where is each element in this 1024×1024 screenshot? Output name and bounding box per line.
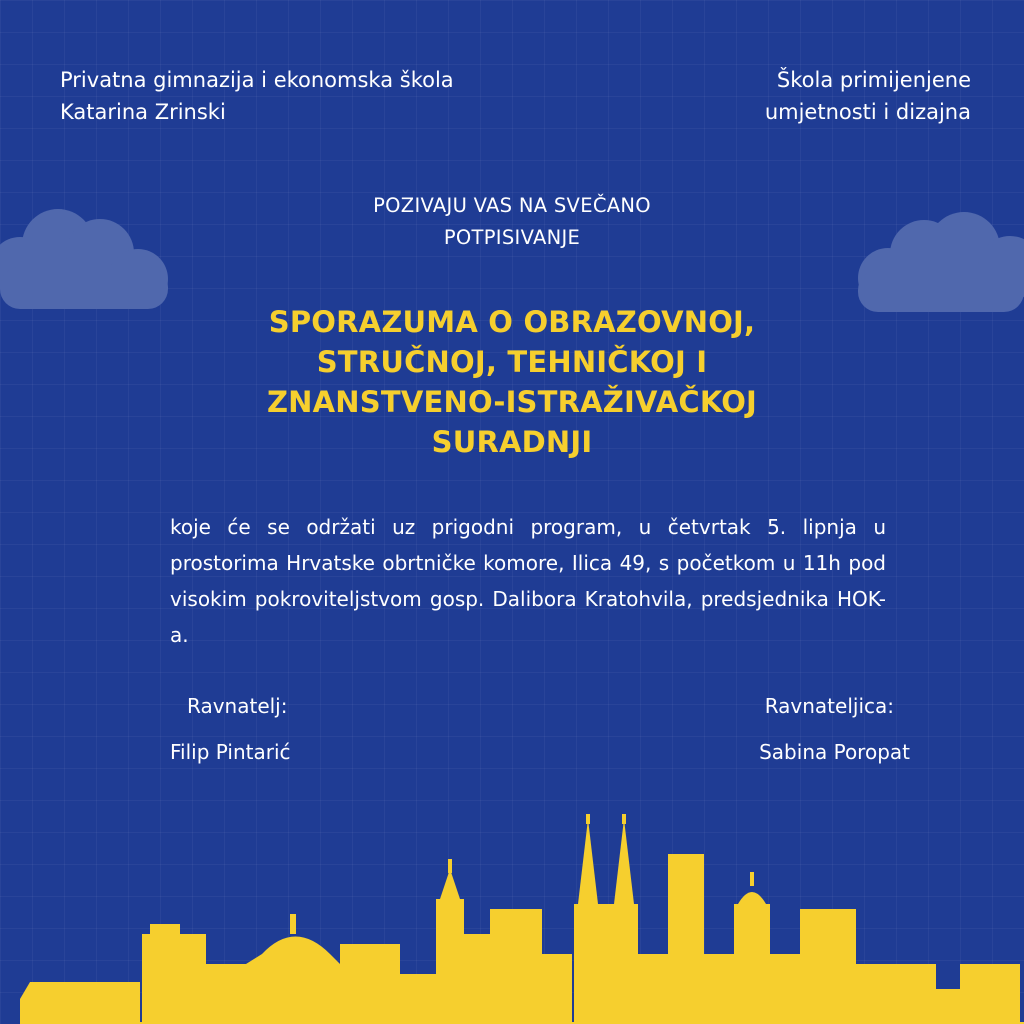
agreement-title-line1: SPORAZUMA O OBRAZOVNOJ,: [268, 305, 756, 339]
left-school-line1: Privatna gimnazija i ekonomska škola: [60, 68, 454, 92]
right-signature-name: Sabina Poropat: [759, 740, 910, 764]
right-school-line2: umjetnosti i dizajna: [764, 100, 971, 124]
left-school-name: [60, 64, 580, 128]
cloud-left: [0, 205, 175, 315]
right-signature-title: Ravnateljica:: [764, 694, 894, 718]
cloud-right: [852, 208, 1024, 318]
right-school-name: [611, 64, 971, 128]
agreement-title-line2: STRUČNOJ, TEHNIČKOJ I: [316, 345, 708, 379]
agreement-title-line4: SURADNJI: [431, 425, 593, 459]
right-school-line1: Škola primijenjene: [776, 68, 971, 92]
zagreb-skyline-illustration: [0, 814, 1024, 1024]
agreement-title-line3: ZNANSTVENO-ISTRAŽIVAČKOJ: [266, 385, 758, 419]
left-school-line2: Katarina Zrinski: [60, 100, 226, 124]
agreement-title: [182, 302, 842, 462]
invitation-line1: POZIVAJU VAS NA SVEČANO: [373, 194, 651, 217]
left-signature-name: Filip Pintarić: [170, 740, 291, 764]
event-details: koje će se održati uz prigodni program, u četvrtak 5. lipnja u prostorima Hrvatske obrtničke komore, Ilica 49, s početkom u 11h pod visokim pokroviteljstvom gosp. Dalibora Kratohvila, predsjednika HOK-a.: [170, 515, 886, 647]
invitation-line2: POTPISIVANJE: [443, 226, 581, 249]
invitation-text: [262, 190, 762, 254]
left-signature-title: Ravnatelj:: [187, 694, 288, 718]
